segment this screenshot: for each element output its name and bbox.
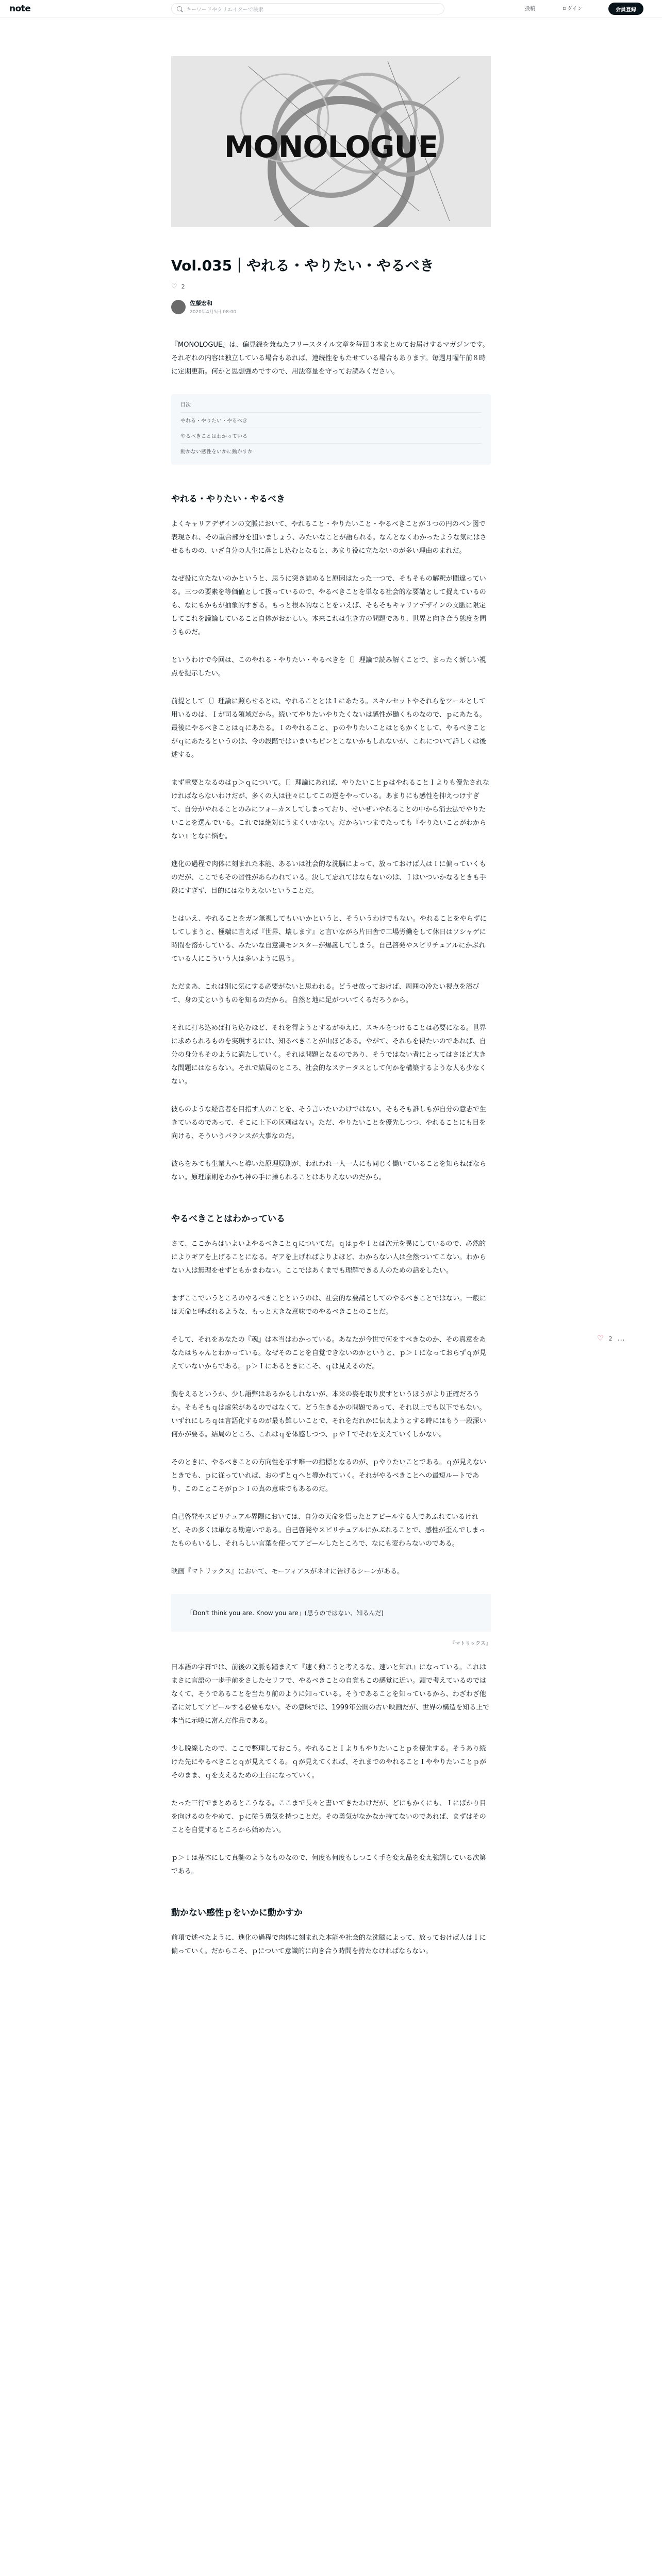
toc-heading[interactable]: 目次 [180,402,191,409]
section-heading: やるべきことはわかっている [171,1214,285,1225]
login-button[interactable]: ログイン [562,6,583,12]
note-logo[interactable]: note [9,4,31,14]
body-paragraph: 映画『マトリックス』において、モーフィアスがネオに告げるシーンがある。 [171,1568,404,1576]
toc-item[interactable]: 動かない感性をいかに動かすか [180,443,482,459]
body-paragraph: まずここでいうところのやるべきことというのは、社会的な要請としてのやるべきことではない。一般には天命と呼ばれるような、もっと大きな意味でのやるべきことのことだ。 [171,1295,487,1316]
body-paragraph: そのときに、やるべきことの方向性を示す唯一の指標となるのが、ｐやりたいことである。ｑが見えないときでも、ｐに従っていれば、おのずとｑへと導かれていく。それがやるべきことへの最短ルートであり、このことこそがｐ＞Ｉの真の意味でもあるのだ。 [171,1459,487,1494]
body-paragraph: たった三行でまとめるとこうなる。ここまで長々と書いてきたわけだが、どにもかくにも、Ｉにばかり目を向けるのをやめて、ｐに従う勇気を持つことだ。その勇気がなかなか持てないのであれば、まずはそのことを自覚するところから始めたい。 [171,1800,487,1835]
body-paragraph: ｐ＞Ｉは基本にして真髄のようなものなので、何度も何度もしつこく手を変え品を変え強調している次第である。 [171,1854,486,1876]
hero-title: MONOLOGUE [224,129,438,164]
signup-button[interactable]: 会員登録 [608,3,643,15]
like-count: 2 [181,283,185,291]
like-row [171,283,491,291]
section-heading: 動かない感性ｐをいかに動かすか [171,1908,303,1919]
body-paragraph: さて、ここからはいよいよやるべきことｑについてだ。ｑはｐやＩとは次元を異にしているので、必然的によりギアを上げることになる。ギアを上げればよりよほど、わからない人は全然ついてこない。わからない人は無理をせずともかまわない。ここではあくまでも理解できる人のための話をしたい。 [171,1240,487,1275]
body-paragraph: よくキャリアデザインの文脈において、やれること・やりたいこと・やるべきことが３つの円のベン図で表現され、その重合部分を狙いましょう、みたいなことが語られる。なんとなくわかったような気にはさせるものの、いざ自分の人生に落とし込むとなると、あまり役に立たないのが多い理由のまれだ。 [171,520,487,555]
quote-source: 『マトリックス』 [450,1641,491,1647]
floating-like-count: 2 [608,1335,613,1342]
body-paragraph: それに打ち込めば打ち込むほど、それを得ようとするがゆえに、スキルをつけることは必要になる。世界に求められるものを実現するには、知るべきことが山ほどある。やがて、それらを得たいのであれば、自分の身分もそのように満たしていく。それは問題となるのであり、そうではない者にとってはさほど大きな問題にはならない。それで結局のところ、社会的なステータスとして何かを構築するような人も少なくない。 [171,1024,486,1086]
blockquote [171,1594,491,1632]
quote-text: 「Don't think you are. Know you are」(思うのではない、知るんだ) [187,1609,384,1617]
author-name[interactable]: 佐藤宏和 [190,300,212,307]
body-paragraph: とはいえ、やれることをガン無視してもいいかというと、そういうわけでもない。やれることをやらずにしてしまうと、極端に言えば『世界、壊します』と言いながら片田舎で工場労働をして休日はソシャゲに時間を溶かしている、みたいな自意識モンスターが爆誕してしまう。自己啓発やスピリチュアルにかぶれている人にこういう人は多いように思う。 [171,915,487,963]
body-paragraph: 進化の過程で肉体に刻まれた本能、あるいは社会的な洗脳によって、放っておけば人はＩに偏っていくものだが、ここでもその習性があらわれている。決して忘れてはならないのは、Ｉはいついかなるときも手段にすぎず、目的にはなりえないということだ。 [171,860,487,895]
table-of-contents [171,394,491,465]
body-paragraph: 胸をえるというか、少し語弊はあるかもしれないが、本来の姿を取り戻すというほうがより正確だろうか。そもそもｑは虚栄があるのではなくて、どう生きるかの問題であって、それ以上でも以下でもない。いずれにしろｑは言語化するのが最も難しいことで、それをだれかに伝えようとする時にはもう一段深い何かが要る。結局のところ、これはｑを体感しつつ、ｐやＩでそれを支えていくしかない。 [171,1391,486,1439]
toc-item[interactable]: やれる・やりたい・やるべき [180,412,482,428]
more-menu-icon[interactable]: … [617,1334,625,1343]
body-paragraph: ただまあ、これは別に気にする必要がないと思われる。どうせ放っておけば、周囲の冷たい視点を浴びて、身の丈というものを知るのだから。自然と地に足がついてくるだろうから。 [171,983,479,1005]
hero-image [171,56,491,227]
body-paragraph: 少し脱線したので、ここで整理しておこう。やれることＩよりもやりたいことｐを優先する。そうあり続けた先にやるべきことｑが見えてくる。ｑが見えてくれば、それまでのやれることＩややりたいことｐがそのまま、ｑを支えるための土台になっていく。 [171,1745,487,1780]
body-paragraph: そして、それをあなたの『魂』は本当はわかっている。あなたが今世で何をすべきなのか、その真意をあなたはちゃんとわかっている。なぜそのことを自覚できないのかというと、ｐ＞Ｉになっておらずｑが見えていないからである。ｐ＞Ｉにあるときにこそ、ｑは見えるのだ。 [171,1336,487,1371]
body-paragraph: 自己啓発やスピリチュアル界隈においては、自分の天命を悟ったとアピールする人であふれているけれど、その多くは単なる勘違いである。自己啓発やスピリチュアルにかぶれることで、感性が歪んでしまったものもいるし、それらしい言葉を使ってアピールしたところで、なにも変わらないのである。 [171,1513,486,1548]
search-placeholder: キーワードやクリエイターで検索 [186,7,263,13]
body-paragraph: 彼らをみても生業人へと導いた原理原則が、われわれ一人一人にも同じく働いていることを知らねばならない。原理原則をわかち神の手に操られることはありえないのだから。 [171,1160,487,1182]
lead-paragraph: 『MONOLOGUE』は、偏見録を兼ねたフリースタイル文章を毎回３本まとめてお届けするマガジンです。それぞれの内容は独立している場合もあれば、連続性をもたせている場合もあります。毎週月曜午前８時に定期更新。何かと思想強めですので、用法容量を守ってお読みください。 [171,341,489,376]
avatar[interactable] [171,300,186,314]
body-paragraph: なぜ役に立たないのかというと、思うに突き詰めると原因はたった一つで、そもそもの解釈が間違っている。三つの要素を等価値として扱っているので、やるべきことを単なる社会的な要請として捉えているのも、なにもかもが抽象的すぎる。もっと根本的なことをいえば、そもそもキャリアデザインの文脈に限定してこれを議論していること自体がおかしい。本来これは生き方の問題であり、世界と向き合う態度を問うものだ。 [171,575,487,637]
article [171,18,491,1958]
heart-icon[interactable]: ♡ [597,1334,604,1343]
article-title: Vol.035｜やれる・やりたい・やるべき [171,257,435,274]
search-icon [177,6,182,11]
floating-like-widget [597,1334,625,1343]
search-input[interactable] [171,3,444,14]
body-paragraph: 前項で述べたように、進化の過程で肉体に刻まれた本能や社会的な洗脳によって、放っておけば人はＩに偏っていく。だからこそ、ｐについて意識的に向き合う時間を持たなければならない。 [171,1934,486,1956]
publish-date: 2020年4月5日 08:00 [190,310,237,315]
author-block[interactable] [171,299,491,315]
post-button[interactable]: 投稿 [525,6,535,12]
section-heading: やれる・やりたい・やるべき [171,494,285,505]
heart-icon[interactable]: ♡ [171,283,177,291]
body-paragraph: というわけで今回は、このやれる・やりたい・やるべきを〔〕理論で読み解くことで、まったく新しい視点を提示したい。 [171,656,486,678]
toc-item[interactable]: やるべきことはわかっている [180,428,482,443]
body-paragraph: 日本語の字幕では、前後の文脈も踏まえて『速く動こうと考えるな、速いと知れ』になっている。これはまさに言語の一歩手前をさしたセリフで、やるべきことの自覚もこの感覚に近い。頭で考えているのではなくて、そうであることを当たり前のように知っている。そうであることを知っているから、わざわざ他者に対してアピールする必要もない。その意味では、1999年公開の古い映画だが、世界の構造を知る上で本当に示唆に富んだ作品である。 [171,1664,490,1725]
site-header [0,0,662,18]
body-paragraph: 彼らのような経営者を目指す人のことを、そう言いたいわけではない。そもそも誰しもが自分の意志で生きているのであって、そこに上下の区別はない。ただ、やりたいことを優先しつつ、やれることにも目を向ける、そういうバランスが大事なのだ。 [171,1106,487,1141]
body-paragraph: まず重要となるのはｐ＞ｑについて。〔〕理論にあれば、やりたいことｐはやれることＩよりも優先されなければならないわけだが、多くの人は往々にしてこの逆をやっている。あまりにも感性を抑えつけすぎて、自分がやれることのみにフォーカスしてしまっており、せいぜいやれることの中から消去法でやりたいことを選んでいる。これでは絶対にうまくいかない。だからいつまでたっても『やりたいことがわからない』となに悩む。 [171,779,489,841]
body-paragraph: 前提として〔〕理論に照らせるとは、やれることとはＩにあたる。スキルセットやそれらをツールとして用いるのは、Ｉが司る領域だから。続いてやりたいやりたくないは感性が働くものなので、ｐにあたる。最後にやるべきことはｑにあたる。Ｉのやれること、ｐのやりたいことはともかくとして、やるべきことがｑにあたるというのは、今の段階ではいまいちピンとこないかもしれないが、これについて詳しくは後述する。 [171,698,486,759]
